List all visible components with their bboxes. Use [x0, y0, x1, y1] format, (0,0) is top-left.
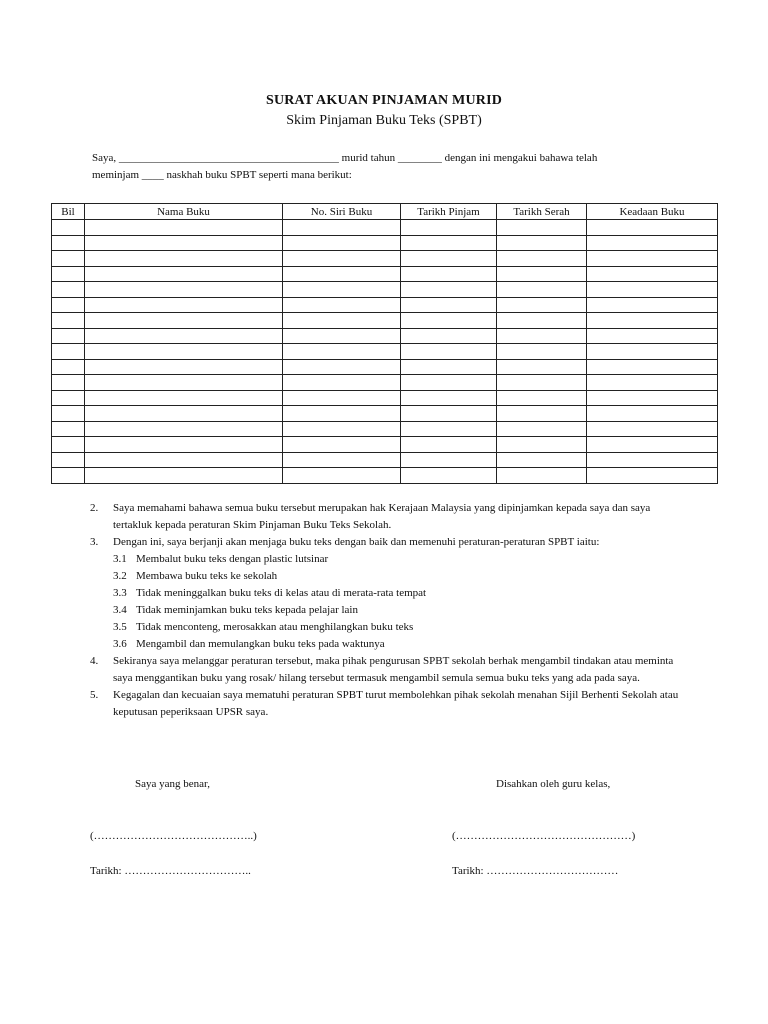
table-cell[interactable]	[283, 235, 401, 251]
table-row	[52, 375, 718, 391]
header-keadaan-buku: Keadaan Buku	[587, 204, 718, 220]
declaration-paragraph	[92, 150, 692, 184]
table-cell[interactable]	[283, 406, 401, 422]
table-cell[interactable]	[85, 452, 283, 468]
table-row	[52, 359, 718, 375]
table-cell[interactable]	[85, 406, 283, 422]
table-cell[interactable]	[283, 328, 401, 344]
table-cell[interactable]	[401, 282, 497, 298]
table-cell[interactable]	[497, 297, 587, 313]
table-cell[interactable]	[401, 359, 497, 375]
table-cell[interactable]	[401, 452, 497, 468]
table-cell[interactable]	[587, 266, 718, 282]
rule-item-3-1	[113, 551, 690, 568]
term-text: Sekiranya saya melanggar peraturan tersebut, maka pihak pengurusan SPBT sekolah berhak mengambil tindakan atau meminta saya menggantikan buku yang rosak/ hilang tersebut termasuk mengambil semula semua buku teks yang ada pada saya.	[113, 655, 674, 684]
table-cell[interactable]	[283, 297, 401, 313]
table-cell[interactable]	[497, 437, 587, 453]
table-cell[interactable]	[497, 328, 587, 344]
header-tarikh-pinjam: Tarikh Pinjam	[401, 204, 497, 220]
table-row	[52, 328, 718, 344]
table-cell[interactable]	[587, 452, 718, 468]
table-cell[interactable]	[283, 344, 401, 360]
rule-number: 3.2	[113, 570, 127, 582]
student-name-line: (……………………………………..)	[90, 830, 257, 842]
table-row	[52, 468, 718, 484]
table-cell[interactable]	[85, 266, 283, 282]
table-cell[interactable]	[85, 468, 283, 484]
student-date-line: Tarikh: ……………………………..	[90, 865, 251, 877]
table-cell[interactable]	[52, 220, 85, 236]
table-cell[interactable]	[497, 406, 587, 422]
document-title: SURAT AKUAN PINJAMAN MURID	[265, 93, 503, 108]
table-cell[interactable]	[52, 468, 85, 484]
table-cell[interactable]	[401, 344, 497, 360]
declaration-line-2: meminjam ____ naskhah buku SPBT seperti mana berikut:	[92, 169, 352, 181]
table-row	[52, 220, 718, 236]
table-body	[52, 220, 718, 484]
table-cell[interactable]	[587, 220, 718, 236]
table-row	[52, 344, 718, 360]
table-cell[interactable]	[401, 251, 497, 267]
table-row	[52, 235, 718, 251]
table-cell[interactable]	[587, 328, 718, 344]
table-cell[interactable]	[401, 375, 497, 391]
table-cell[interactable]	[401, 266, 497, 282]
table-header-row	[52, 204, 718, 220]
table-cell[interactable]	[401, 220, 497, 236]
rule-number: 3.5	[113, 621, 127, 633]
table-row	[52, 266, 718, 282]
table-cell[interactable]	[401, 437, 497, 453]
table-cell[interactable]	[52, 328, 85, 344]
table-cell[interactable]	[85, 344, 283, 360]
table-row	[52, 437, 718, 453]
rule-text: Mengambil dan memulangkan buku teks pada waktunya	[136, 638, 385, 650]
rule-number: 3.4	[113, 604, 127, 616]
table-cell[interactable]	[497, 344, 587, 360]
terms-list	[90, 500, 690, 721]
table-cell[interactable]	[401, 468, 497, 484]
table-cell[interactable]	[401, 313, 497, 329]
table-row	[52, 297, 718, 313]
table-cell[interactable]	[587, 468, 718, 484]
table-cell[interactable]	[52, 437, 85, 453]
rule-number: 3.6	[113, 638, 127, 650]
table-row	[52, 421, 718, 437]
table-cell[interactable]	[401, 297, 497, 313]
table-cell[interactable]	[587, 359, 718, 375]
term-item-5	[90, 687, 690, 721]
table-cell[interactable]	[283, 220, 401, 236]
table-row	[52, 282, 718, 298]
table-cell[interactable]	[85, 375, 283, 391]
rule-text: Tidak menconteng, merosakkan atau menghilangkan buku teks	[136, 621, 414, 633]
table-row	[52, 251, 718, 267]
document-subtitle: Skim Pinjaman Buku Teks (SPBT)	[286, 113, 482, 128]
table-cell[interactable]	[283, 251, 401, 267]
table-cell[interactable]	[85, 359, 283, 375]
table-cell[interactable]	[283, 359, 401, 375]
header-bil: Bil	[52, 204, 85, 220]
header-tarikh-serah: Tarikh Serah	[497, 204, 587, 220]
term-number: 3.	[90, 536, 99, 548]
table-cell[interactable]	[497, 375, 587, 391]
table-cell[interactable]	[52, 390, 85, 406]
table-cell[interactable]	[85, 297, 283, 313]
table-cell[interactable]	[52, 452, 85, 468]
table-cell[interactable]	[52, 406, 85, 422]
rule-text: Membalut buku teks dengan plastic lutsinar	[136, 553, 329, 565]
table-cell[interactable]	[587, 344, 718, 360]
table-cell[interactable]	[497, 282, 587, 298]
table-cell[interactable]	[587, 282, 718, 298]
term-text: Kegagalan dan kecuaian saya mematuhi peraturan SPBT turut membolehkan pihak sekolah menahan Sijil Berhenti Sekolah atau keputusan peperiksaan UPSR saya.	[113, 689, 679, 718]
rule-number: 3.1	[113, 553, 127, 565]
table-cell[interactable]	[52, 251, 85, 267]
rule-number: 3.3	[113, 587, 127, 599]
table-cell[interactable]	[497, 452, 587, 468]
table-row	[52, 390, 718, 406]
table-row	[52, 313, 718, 329]
term-text: Saya memahami bahawa semua buku tersebut merupakan hak Kerajaan Malaysia yang dipinjamkan kepada saya dan saya tertakluk kepada peraturan Skim Pinjaman Buku Teks Sekolah.	[113, 502, 651, 531]
table-cell[interactable]	[587, 313, 718, 329]
table-cell[interactable]	[587, 297, 718, 313]
table-cell[interactable]	[85, 251, 283, 267]
table-cell[interactable]	[52, 421, 85, 437]
table-cell[interactable]	[587, 421, 718, 437]
table-cell[interactable]	[85, 328, 283, 344]
term-number: 5.	[90, 689, 99, 701]
rule-text: Membawa buku teks ke sekolah	[136, 570, 278, 582]
term-text: Dengan ini, saya berjanji akan menjaga buku teks dengan baik dan memenuhi peraturan-peraturan SPBT iaitu:	[113, 536, 600, 548]
header-nama-buku: Nama Buku	[85, 204, 283, 220]
table-cell[interactable]	[85, 220, 283, 236]
teacher-signature-caption: Disahkan oleh guru kelas,	[496, 778, 611, 790]
rule-item-3-4	[113, 602, 690, 619]
table-row	[52, 406, 718, 422]
table-cell[interactable]	[401, 421, 497, 437]
table-cell[interactable]	[497, 313, 587, 329]
table-cell[interactable]	[283, 468, 401, 484]
table-cell[interactable]	[283, 390, 401, 406]
term-number: 2.	[90, 502, 99, 514]
table-cell[interactable]	[283, 375, 401, 391]
rule-text: Tidak meninggalkan buku teks di kelas atau di merata-rata tempat	[136, 587, 427, 599]
header-no-siri-buku: No. Siri Buku	[283, 204, 401, 220]
table-cell[interactable]	[587, 437, 718, 453]
table-cell[interactable]	[85, 313, 283, 329]
table-cell[interactable]	[283, 421, 401, 437]
table-cell[interactable]	[85, 437, 283, 453]
table-cell[interactable]	[85, 235, 283, 251]
table-cell[interactable]	[52, 282, 85, 298]
table-cell[interactable]	[587, 390, 718, 406]
table-cell[interactable]	[401, 235, 497, 251]
book-loan-table	[51, 203, 718, 484]
student-signature-caption: Saya yang benar,	[135, 778, 211, 790]
table-cell[interactable]	[497, 266, 587, 282]
rule-item-3-6	[113, 636, 690, 653]
table-cell[interactable]	[587, 406, 718, 422]
table-cell[interactable]	[587, 251, 718, 267]
table-cell[interactable]	[52, 344, 85, 360]
rule-item-3-5	[113, 619, 690, 636]
table-cell[interactable]	[401, 328, 497, 344]
table-cell[interactable]	[497, 468, 587, 484]
table-cell[interactable]	[52, 375, 85, 391]
table-cell[interactable]	[497, 220, 587, 236]
table-cell[interactable]	[52, 359, 85, 375]
term-item-2	[90, 500, 690, 534]
teacher-date-line: Tarikh: ………………………………	[452, 865, 619, 877]
table-cell[interactable]	[497, 359, 587, 375]
declaration-line-1: Saya, ________________________________________ murid tahun ________ dengan ini mengakui bahawa telah	[92, 152, 598, 164]
table-cell[interactable]	[52, 266, 85, 282]
table-cell[interactable]	[85, 421, 283, 437]
table-cell[interactable]	[52, 235, 85, 251]
rule-text: Tidak meminjamkan buku teks kepada pelajar lain	[136, 604, 358, 616]
term-number: 4.	[90, 655, 99, 667]
rule-item-3-3	[113, 585, 690, 602]
table-cell[interactable]	[85, 390, 283, 406]
table-cell[interactable]	[497, 235, 587, 251]
table-cell[interactable]	[283, 437, 401, 453]
table-cell[interactable]	[52, 297, 85, 313]
table-cell[interactable]	[497, 390, 587, 406]
term-item-3	[90, 534, 690, 653]
table-cell[interactable]	[283, 282, 401, 298]
table-cell[interactable]	[497, 251, 587, 267]
table-cell[interactable]	[52, 313, 85, 329]
table-cell[interactable]	[283, 452, 401, 468]
teacher-name-line: (…………………………………………)	[452, 830, 636, 842]
table-cell[interactable]	[587, 375, 718, 391]
table-cell[interactable]	[401, 406, 497, 422]
table-cell[interactable]	[497, 421, 587, 437]
table-cell[interactable]	[85, 282, 283, 298]
table-cell[interactable]	[283, 313, 401, 329]
table-row	[52, 452, 718, 468]
term-item-4	[90, 653, 690, 687]
table-cell[interactable]	[283, 266, 401, 282]
table-cell[interactable]	[587, 235, 718, 251]
table-cell[interactable]	[401, 390, 497, 406]
rule-item-3-2	[113, 568, 690, 585]
